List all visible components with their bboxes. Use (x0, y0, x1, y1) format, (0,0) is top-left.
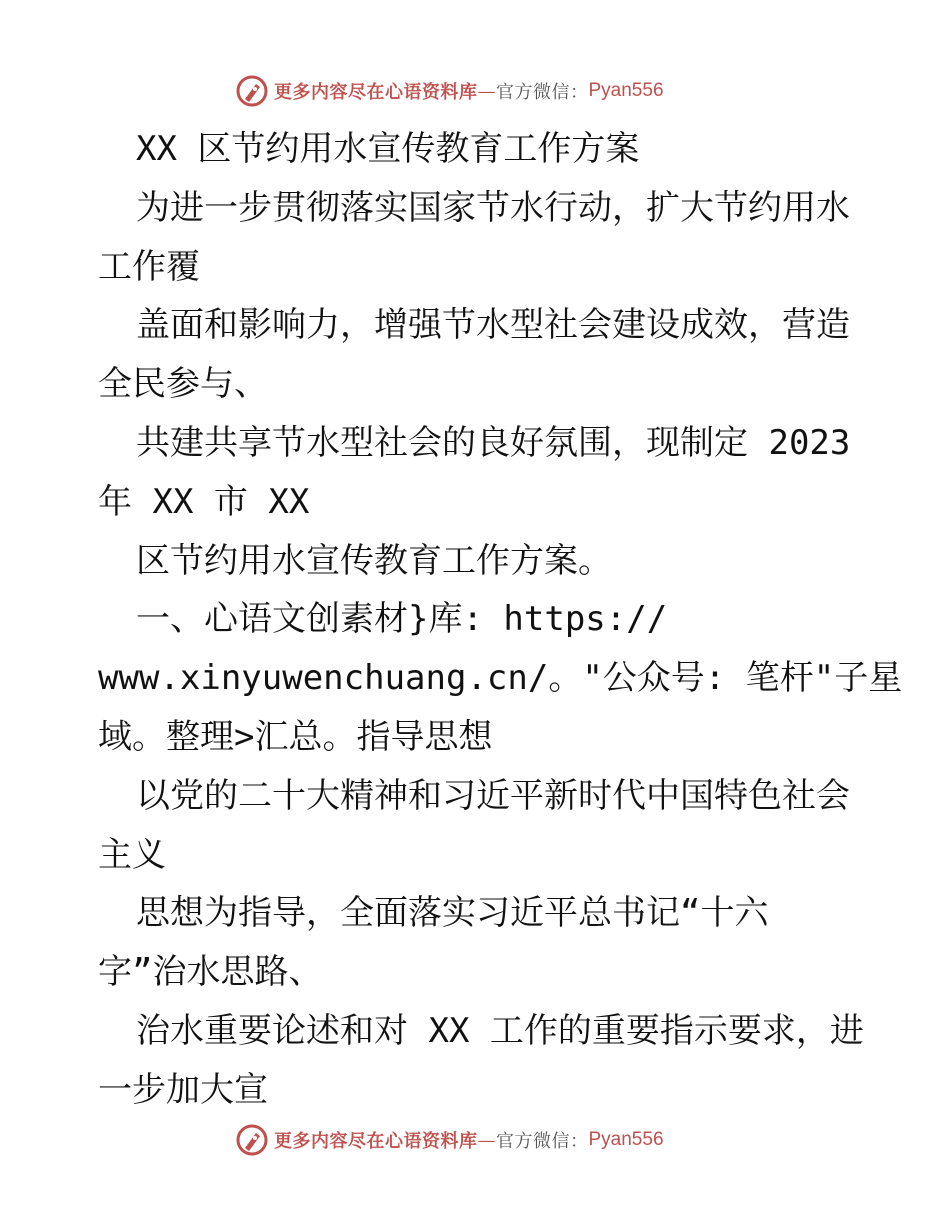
document-title: XX 区节约用水宣传教育工作方案 (136, 129, 640, 169)
watermark-brand: 更多内容尽在心语资料库 (274, 1131, 478, 1152)
paragraph-line: www.xinyuwenchuang.cn/。"公众号: 笔杆"子星 (98, 658, 903, 699)
paragraph-line: 主义 (98, 834, 166, 875)
paragraph-line: 全民参与、 (98, 364, 268, 405)
paragraph-line: 治水重要论述和对 XX 工作的重要指示要求，进 (136, 1010, 864, 1051)
paragraph-line: 为进一步贯彻落实国家节水行动，扩大节约用水 (136, 187, 850, 228)
pen-logo-icon (236, 75, 268, 107)
paragraph-line: 盖面和影响力，增强节水型社会建设成效，营造 (136, 305, 850, 346)
watermark-wechat-id: Pyan556 (588, 1129, 664, 1150)
watermark-brand: 更多内容尽在心语资料库 (274, 82, 478, 103)
paragraph-line: 字”治水思路、 (98, 952, 323, 993)
paragraph-line: 一步加大宣 (98, 1069, 268, 1110)
paragraph-line: 区节约用水宣传教育工作方案。 (136, 540, 612, 581)
watermark-wechat-label: 官方微信： (496, 1131, 589, 1152)
paragraph-line: 工作覆 (98, 246, 200, 287)
watermark-wechat-id: Pyan556 (588, 80, 664, 101)
paragraph-line: 年 XX 市 XX (98, 481, 310, 522)
footer-watermark (236, 1122, 664, 1158)
header-watermark (236, 73, 664, 109)
paragraph-line: 以党的二十大精神和习近平新时代中国特色社会 (136, 775, 850, 816)
document-body (98, 120, 903, 1120)
watermark-dash: — (477, 80, 496, 102)
paragraph-line: 域。整理>汇总。指导思想 (98, 716, 493, 757)
pen-logo-icon (236, 1124, 268, 1156)
watermark-dash: — (477, 1129, 496, 1151)
section-heading-line: 一、心语文创素材}库: https:// (136, 599, 668, 640)
paragraph-line: 思想为指导，全面落实习近平总书记“十六 (136, 893, 769, 934)
paragraph-line: 共建共享节水型社会的良好氛围，现制定 2023 (136, 422, 851, 463)
watermark-wechat-label: 官方微信： (496, 82, 589, 103)
